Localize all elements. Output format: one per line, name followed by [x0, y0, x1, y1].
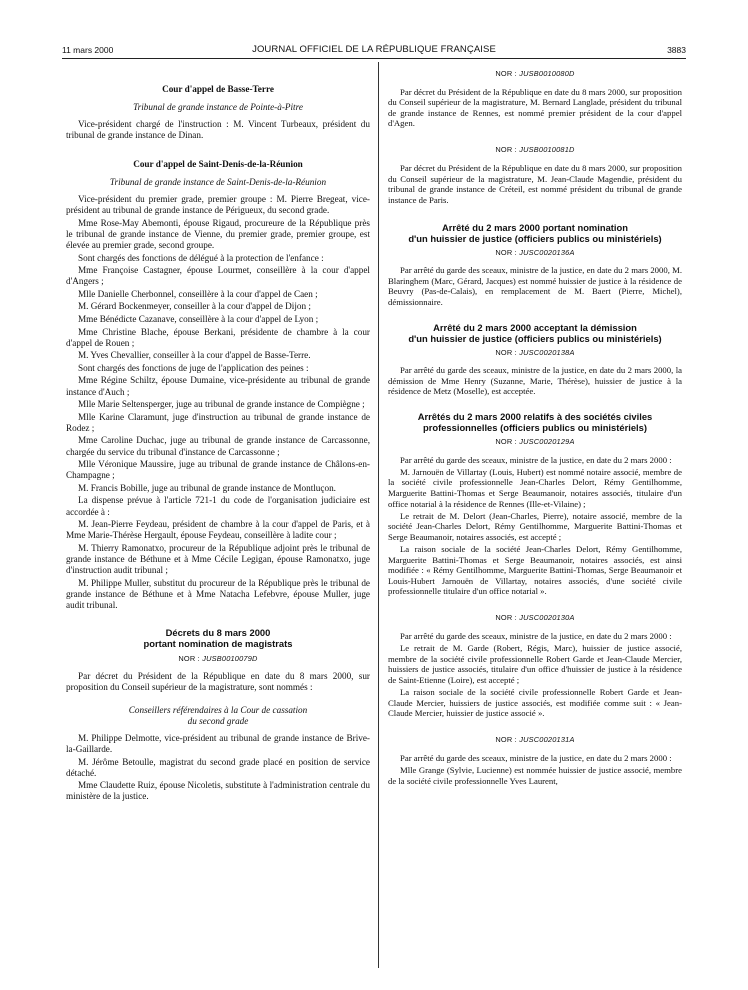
paragraph: Mme Régine Schiltz, épouse Dumaine, vice-présidente au tribunal de grande instance d'Auch ; — [66, 375, 370, 397]
paragraph: Mme Rose-May Abemonti, épouse Rigaud, procureure de la République près le tribunal de grande instance de Vienne, du premier grade, premier groupe, est élevée au premier grade, second groupe. — [66, 217, 370, 250]
paragraph: M. Jérôme Betoulle, magistrat du second grade placé en position de service détaché. — [66, 756, 370, 778]
paragraph: La raison sociale de la société civile professionnelle Robert Garde et Jean-Claude Mercier, huissiers de justice associés, est modifiée comme suit : « Jean-Claude Mercier, huissier de justice associé ». — [388, 686, 682, 719]
left-column — [66, 80, 370, 804]
section-title: professionnelles (officiers publics ou ministériels) — [422, 422, 647, 434]
paragraph: La raison sociale de la société Jean-Charles Delort, Rémy Gentilhomme, Marguerite Battini-Thomas et Serge Beaumanoir, notaires associés, est ainsi modifiée : « Rémy Gentilhomme, Marguerite Battini-Thomas, Serge Beaumanoir et Louis-Hubert Jarnouën de Villartay, notaires associés, d'une société civile professionnelle titulaire d'un office notarial ». — [388, 543, 682, 597]
paragraph: Sont chargés des fonctions de juge de l'application des peines : — [78, 362, 309, 373]
paragraph: M. Philippe Muller, substitut du procureur de la République près le tribunal de grande instance de Béthune et à Mme Natacha Lefebvre, épouse Muller, juge audit tribunal. — [66, 577, 370, 610]
paragraph: M. Gérard Bockenmeyer, conseiller à la cour d'appel de Dijon ; — [78, 301, 311, 312]
paragraph: M. Philippe Delmotte, vice-président au tribunal de grande instance de Brive-la-Gaillarde. — [66, 732, 370, 754]
paragraph: Sont chargés des fonctions de délégué à la protection de l'enfance : — [78, 252, 324, 263]
section-title: Arrêté du 2 mars 2000 acceptant la démission — [433, 322, 637, 333]
nor-reference: NOR : JUSC0020136A — [495, 247, 575, 257]
header-rule — [62, 58, 686, 59]
paragraph: La dispense prévue à l'article 721-1 du code de l'organisation judiciaire est accordée à : — [66, 495, 370, 517]
paragraph: Mme Bénédicte Cazanave, conseillère à la cour d'appel de Lyon ; — [78, 314, 319, 324]
paragraph: Par décret du Président de la République en date du 8 mars 2000, sur proposition du Conseil supérieur de la magistrature, M. Jean-Claude Magendie, président du tribunal de grande instance de Créteil, est nommé président du tribunal de grande instance de Paris. — [388, 163, 682, 205]
nor-reference: NOR : JUSB0010079D — [178, 653, 258, 663]
paragraph: Vice-président du premier grade, premier groupe : M. Pierre Bregeat, vice-président au tribunal de grande instance de Périgueux, du second grade. — [66, 194, 370, 216]
tribunal-heading: Tribunal de grande instance de Pointe-à-Pitre — [133, 102, 303, 113]
paragraph: M. Thierry Ramonatxo, procureur de la République adjoint près le tribunal de grande instance de Béthune et à Mme Cécile Legigan, épouse Ramonatxo, juge d'instruction audit tribunal ; — [66, 542, 370, 575]
subsection-heading: du second grade — [187, 715, 249, 726]
nor-reference: NOR : JUSB0010081D — [495, 145, 575, 155]
paragraph: Mme Françoise Castagner, épouse Lourmet, conseillère à la cour d'appel d'Angers ; — [66, 265, 370, 287]
paragraph: Mme Claudette Ruiz, épouse Nicoletis, substitute à l'administration centrale du ministère de la justice. — [66, 780, 370, 802]
subsection-heading: Conseillers référendaires à la Cour de cassation — [128, 704, 308, 715]
header-page-number: 3883 — [667, 45, 686, 55]
paragraph: M. Jean-Pierre Feydeau, président de chambre à la cour d'appel de Paris, et à Mme Marie-Thérèse Hergault, épouse Feydeau, conseillère à ladite cour ; — [66, 519, 370, 541]
paragraph: Mlle Danielle Cherbonnel, conseillère à la cour d'appel de Caen ; — [78, 288, 318, 299]
paragraph: Mlle Karine Claramunt, juge d'instruction au tribunal de grande instance de Rodez ; — [66, 411, 370, 433]
paragraph: Par arrêté du garde des sceaux, ministre de la justice, en date du 2 mars 2000 : — [400, 630, 672, 641]
paragraph: Par arrêté du garde des sceaux, ministre de la justice, en date du 2 mars 2000, la démission de Mme Henry (Suzanne, Marie, Thérèse), huissier de justice à la résidence de Metz (Moselle), est acceptée. — [388, 365, 682, 397]
paragraph: Par arrêté du garde des sceaux, ministre de la justice, en date du 2 mars 2000 : — [400, 454, 672, 465]
tribunal-heading: Tribunal de grande instance de Saint-Denis-de-la-Réunion — [109, 176, 327, 187]
nor-reference: NOR : JUSB0010080D — [495, 69, 575, 78]
paragraph: Par arrêté du garde des sceaux, ministre de la justice, en date du 2 mars 2000 : — [400, 752, 672, 763]
section-title: portant nomination de magistrats — [143, 638, 293, 650]
section-title: Arrêtés du 2 mars 2000 relatifs à des sociétés civiles — [417, 411, 653, 423]
header-date: 11 mars 2000 — [62, 45, 114, 55]
right-column — [388, 66, 682, 788]
paragraph: Mme Caroline Duchac, juge au tribunal de grande instance de Carcassonne, chargée du service du tribunal d'instance de Carcassonne ; — [66, 435, 370, 457]
column-divider — [378, 62, 379, 968]
paragraph: M. Jarnouën de Villartay (Louis, Hubert) est nommé notaire associé, membre de la société civile professionnelle Jean-Charles Delort, Rémy Gentilhomme, Marguerite Battini-Thomas et Serge Beaumanoir, notaires associés, titulaire d'un office notarial à la résidence de Rennes (Ille-et-Vilaine) ; — [388, 466, 682, 509]
paragraph: Vice-président chargé de l'instruction : M. Vincent Turbeaux, président du tribunal de grande instance de Dinan. — [66, 119, 370, 141]
paragraph: Le retrait de M. Garde (Robert, Régis, Marc), huissier de justice associé, membre de la société civile professionnelle Robert Garde et Jean-Claude Mercier, huissiers de justice associés, titulaire d'un office d'huissier de justice à la résidence de Saint-Etienne (Loire), est accepté ; — [388, 643, 682, 685]
page-header — [62, 42, 686, 58]
nor-reference: NOR : JUSC0020131A — [495, 735, 575, 745]
paragraph: Mlle Grange (Sylvie, Lucienne) est nommée huissier de justice associé, membre de la société civile professionnelle Yves Laurent, — [388, 764, 682, 786]
header-journal-title: JOURNAL OFFICIEL DE LA RÉPUBLIQUE FRANÇAISE — [252, 44, 496, 55]
paragraph: M. Francis Bobille, juge au tribunal de grande instance de Montluçon. — [78, 482, 336, 493]
court-heading: Cour d'appel de Basse-Terre — [162, 84, 274, 94]
paragraph: Mlle Marie Seltensperger, juge au tribunal de grande instance de Compiègne ; — [78, 399, 365, 410]
paragraph: Par arrêté du garde des sceaux, ministre de la justice, en date du 2 mars 2000, M. Blaringhem (Marc, Gérard, Jacques) est nommé huissier de justice à la résidence de Beuvry (Pas-de-Calais), en remplacement de M. Baert (Pierre, Michel), démissionnaire. — [388, 265, 682, 307]
paragraph: Par décret du Président de la République en date du 8 mars 2000, sur proposition du Conseil supérieur de la magistrature, sont nommés : — [66, 671, 370, 693]
nor-reference: NOR : JUSC0020130A — [495, 613, 575, 623]
paragraph: Mlle Véronique Maussire, juge au tribunal de grande instance de Châlons-en-Champagne ; — [66, 459, 370, 481]
section-title: d'un huissier de justice (officiers publics ou ministériels) — [408, 232, 662, 244]
paragraph: M. Yves Chevallier, conseiller à la cour d'appel de Basse-Terre. — [78, 350, 311, 361]
section-title: Arrêté du 2 mars 2000 portant nomination — [442, 221, 628, 233]
court-heading: Cour d'appel de Saint-Denis-de-la-Réunion — [133, 158, 303, 169]
paragraph: Mme Christine Blache, épouse Berkani, présidente de chambre à la cour d'appel de Rouen ; — [66, 326, 370, 348]
nor-reference: NOR : JUSC0020129A — [495, 437, 575, 447]
section-title: d'un huissier de justice (officiers publics ou ministériels) — [408, 332, 662, 344]
nor-reference: NOR : JUSC0020138A — [495, 347, 575, 357]
section-title: Décrets du 8 mars 2000 — [165, 627, 271, 639]
paragraph: Le retrait de M. Delort (Jean-Charles, Pierre), notaire associé, membre de la société Jean-Charles Delort, Rémy Gentilhomme, Marguerite Battini-Thomas et Serge Beaumanoir, notaires associés, est accepté ; — [388, 510, 682, 542]
paragraph: Par décret du Président de la République en date du 8 mars 2000, sur proposition du Conseil supérieur de la magistrature, M. Bernard Langlade, président du tribunal de grande instance de Rennes, est nommé premier président de la cour d'appel d'Agen. — [388, 86, 682, 129]
